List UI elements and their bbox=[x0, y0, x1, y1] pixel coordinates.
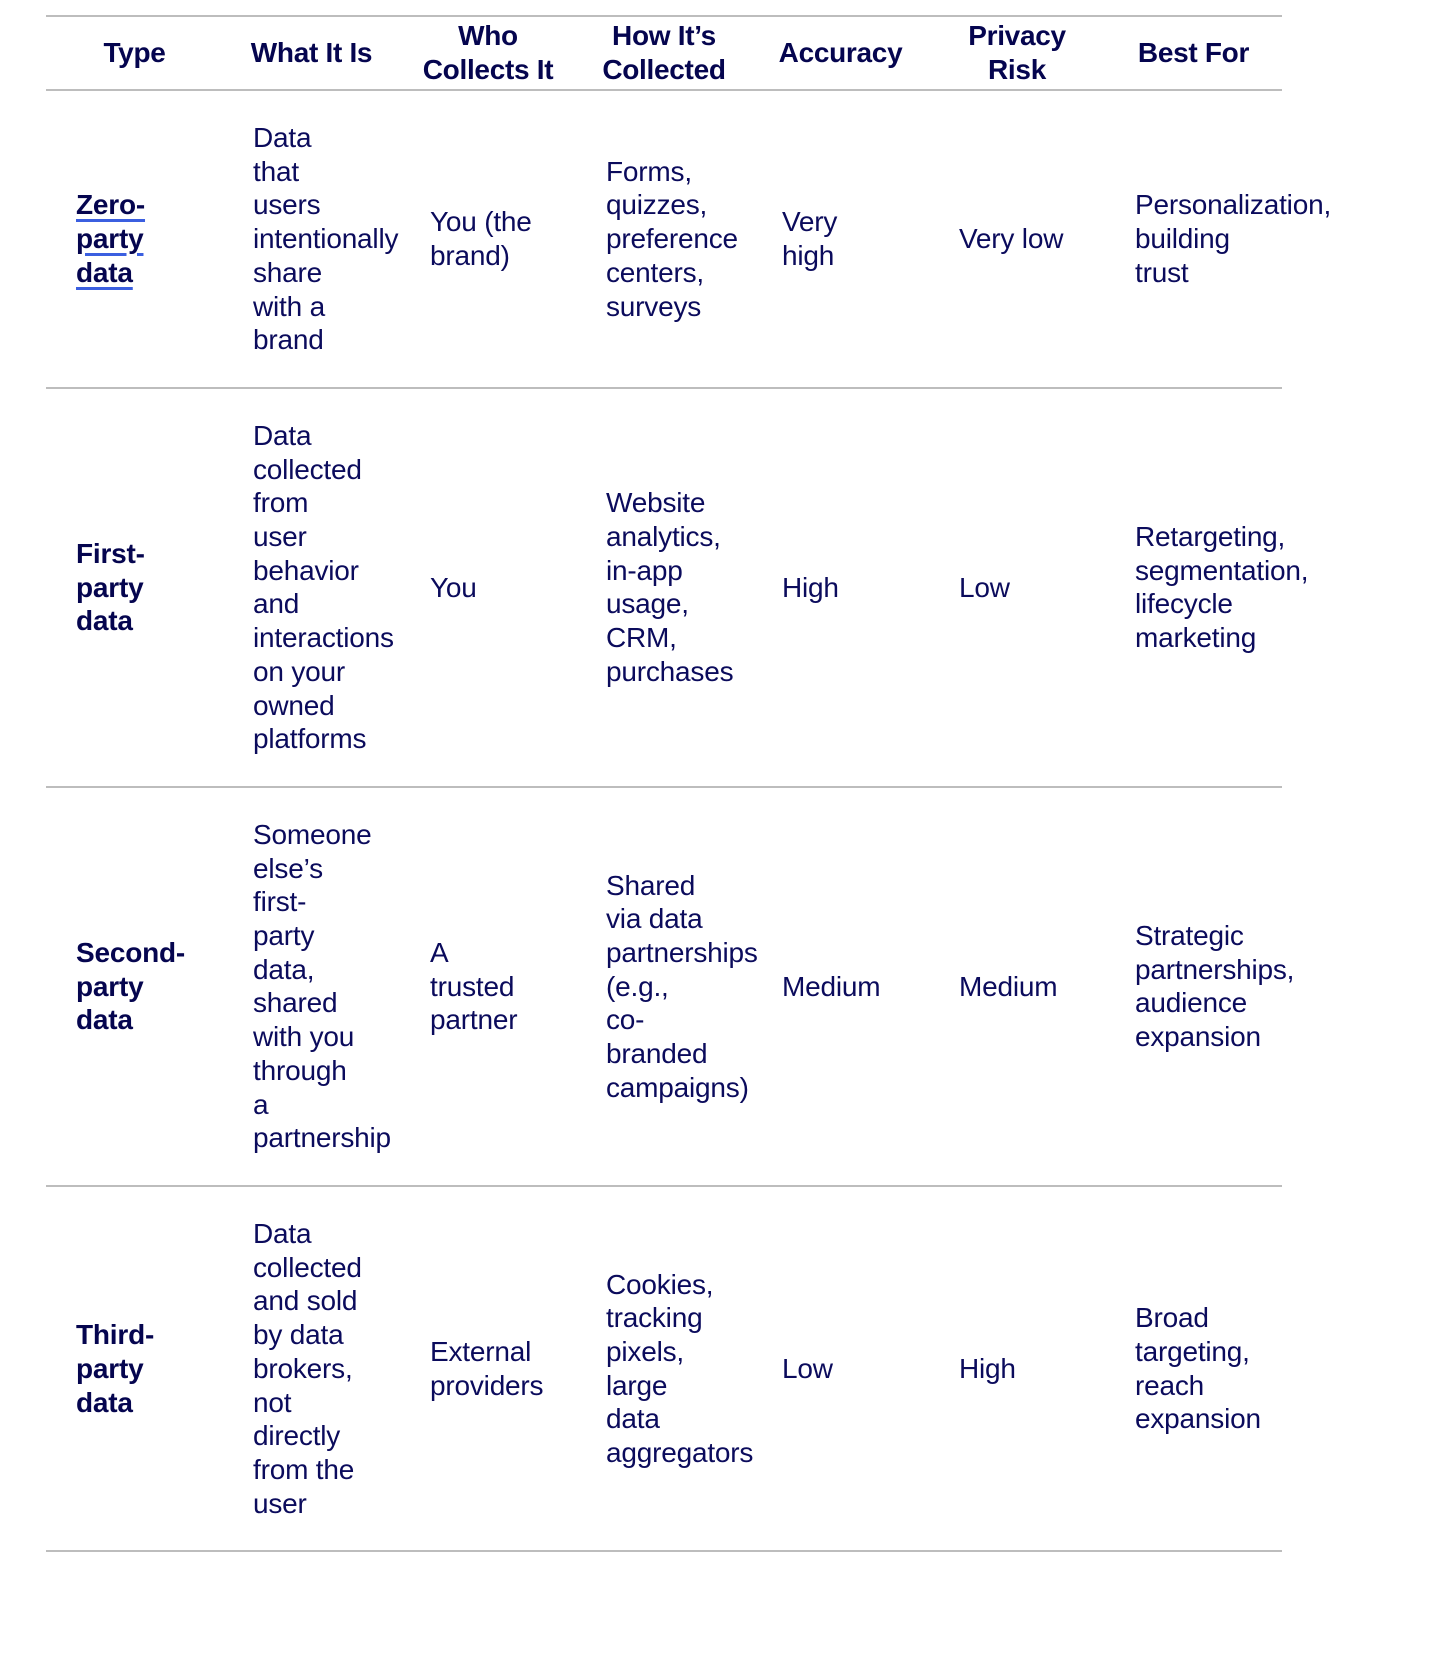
what-line: share bbox=[253, 256, 323, 288]
how-line: Forms, bbox=[606, 155, 692, 187]
accuracy-line: Medium bbox=[782, 970, 881, 1002]
header-how-collected bbox=[576, 16, 752, 90]
how-line: centers, bbox=[606, 256, 704, 288]
type-line: data bbox=[76, 605, 133, 637]
how-line: Shared bbox=[606, 869, 696, 901]
best-line: partnerships, bbox=[1135, 953, 1295, 985]
accuracy-line: High bbox=[782, 571, 839, 603]
accuracy-line: high bbox=[782, 239, 835, 271]
what-line: partnership bbox=[253, 1122, 391, 1154]
table-row-first-party bbox=[46, 388, 1282, 787]
type-line: data bbox=[76, 1004, 133, 1036]
privacy-cell bbox=[929, 388, 1105, 787]
who-cell bbox=[400, 1186, 576, 1551]
what-line: and bbox=[253, 588, 300, 620]
best-line: expansion bbox=[1135, 1021, 1261, 1053]
best-for-cell bbox=[1105, 787, 1295, 1186]
who-line: trusted bbox=[430, 970, 515, 1002]
data-types-table-container bbox=[46, 15, 1332, 1552]
header-accuracy-label: Accuracy bbox=[778, 37, 903, 68]
what-cell bbox=[223, 1186, 400, 1551]
what-line: collected bbox=[253, 453, 362, 485]
how-cell bbox=[576, 787, 758, 1186]
what-line: users bbox=[253, 189, 321, 221]
how-line: usage, bbox=[606, 588, 689, 620]
privacy-line: High bbox=[959, 1352, 1016, 1384]
table-row-third-party bbox=[46, 1186, 1282, 1551]
header-who-label-line1: Who bbox=[458, 20, 518, 51]
best-line: building bbox=[1135, 223, 1230, 255]
best-line: segmentation, bbox=[1135, 554, 1309, 586]
what-line: with you bbox=[253, 1021, 355, 1053]
what-line: not bbox=[253, 1386, 292, 1418]
header-how-label-line2: Collected bbox=[602, 54, 726, 85]
how-line: co- bbox=[606, 1004, 645, 1036]
how-line: CRM, bbox=[606, 622, 677, 654]
how-line: tracking bbox=[606, 1302, 703, 1334]
privacy-line: Medium bbox=[959, 970, 1058, 1002]
what-line: Someone bbox=[253, 818, 372, 850]
what-line: Data bbox=[253, 1217, 312, 1249]
accuracy-cell bbox=[752, 787, 929, 1186]
how-line: via data bbox=[606, 903, 703, 935]
table-row-second-party bbox=[46, 787, 1282, 1186]
who-line: brand) bbox=[430, 239, 510, 271]
type-line: party bbox=[76, 970, 144, 1002]
accuracy-cell bbox=[752, 90, 929, 388]
header-what-it-is bbox=[223, 16, 400, 90]
type-line: data bbox=[76, 1386, 133, 1418]
type-line: Second- bbox=[76, 936, 186, 968]
who-cell bbox=[400, 388, 576, 787]
what-cell bbox=[223, 90, 400, 388]
table-row-zero-party bbox=[46, 90, 1282, 388]
header-who-label-line2: Collects It bbox=[422, 54, 554, 85]
header-who-collects-it bbox=[400, 16, 576, 90]
what-line: through bbox=[253, 1054, 347, 1086]
who-line: A bbox=[430, 936, 449, 968]
what-line: and sold bbox=[253, 1285, 358, 1317]
accuracy-cell bbox=[752, 388, 929, 787]
what-line: brand bbox=[253, 324, 324, 356]
type-cell bbox=[46, 787, 223, 1186]
table-body bbox=[46, 90, 1332, 1551]
best-line: Broad bbox=[1135, 1302, 1209, 1334]
header-what-label: What It Is bbox=[250, 37, 373, 68]
best-line: Personalization, bbox=[1135, 189, 1332, 221]
type-line: party bbox=[76, 223, 144, 255]
how-line: large bbox=[606, 1369, 668, 1401]
what-line: shared bbox=[253, 987, 338, 1019]
what-line: party bbox=[253, 920, 315, 952]
what-cell bbox=[223, 787, 400, 1186]
how-line: analytics, bbox=[606, 521, 721, 553]
what-line: Data bbox=[253, 122, 312, 153]
how-line: Website bbox=[606, 487, 706, 519]
what-line: intentionally bbox=[253, 223, 399, 255]
how-line: quizzes, bbox=[606, 189, 708, 221]
best-for-cell bbox=[1105, 90, 1332, 388]
how-line: purchases bbox=[606, 655, 734, 687]
what-line: directly bbox=[253, 1420, 341, 1452]
who-line: You bbox=[430, 571, 477, 603]
best-line: marketing bbox=[1135, 622, 1257, 654]
how-line: (e.g., bbox=[606, 970, 669, 1002]
what-line: platforms bbox=[253, 723, 367, 755]
how-line: surveys bbox=[606, 290, 702, 322]
header-type bbox=[46, 16, 223, 90]
privacy-line: Very low bbox=[959, 223, 1064, 255]
what-line: user bbox=[253, 1487, 307, 1519]
how-line: in-app bbox=[606, 554, 683, 586]
header-best-for bbox=[1105, 16, 1282, 90]
what-line: first- bbox=[253, 886, 307, 918]
best-line: targeting, bbox=[1135, 1335, 1250, 1367]
what-line: user bbox=[253, 521, 307, 553]
what-line: by data bbox=[253, 1319, 344, 1351]
how-cell bbox=[576, 90, 752, 388]
best-line: trust bbox=[1135, 256, 1189, 288]
what-cell bbox=[223, 388, 400, 787]
privacy-cell bbox=[929, 90, 1105, 388]
best-line: Retargeting, bbox=[1135, 521, 1286, 553]
accuracy-cell bbox=[752, 1186, 929, 1551]
privacy-cell bbox=[929, 787, 1105, 1186]
type-line: First- bbox=[76, 537, 145, 569]
header-privacy-risk bbox=[929, 16, 1105, 90]
how-line: pixels, bbox=[606, 1335, 684, 1367]
what-line: behavior bbox=[253, 554, 359, 586]
how-cell bbox=[576, 1186, 752, 1551]
how-line: partnerships bbox=[606, 936, 758, 968]
how-line: data bbox=[606, 1403, 660, 1435]
type-cell bbox=[46, 388, 223, 787]
what-line: from bbox=[253, 487, 309, 519]
accuracy-line: Low bbox=[782, 1352, 833, 1384]
how-line: campaigns) bbox=[606, 1071, 749, 1103]
what-line: that bbox=[253, 155, 299, 187]
who-line: External bbox=[430, 1335, 532, 1367]
type-cell bbox=[46, 90, 223, 388]
best-line: expansion bbox=[1135, 1403, 1261, 1435]
how-line: Cookies, bbox=[606, 1268, 714, 1300]
privacy-line: Low bbox=[959, 571, 1010, 603]
header-row bbox=[46, 16, 1282, 90]
what-line: with a bbox=[253, 290, 325, 322]
what-line: data, bbox=[253, 953, 315, 985]
what-line: brokers, bbox=[253, 1352, 353, 1384]
who-line: providers bbox=[430, 1369, 544, 1401]
who-cell bbox=[400, 90, 576, 388]
header-best-label: Best For bbox=[1137, 37, 1250, 68]
what-line: a bbox=[253, 1088, 269, 1120]
how-line: branded bbox=[606, 1038, 708, 1070]
what-line: else’s bbox=[253, 852, 323, 884]
best-line: lifecycle bbox=[1135, 588, 1233, 620]
what-line: on your bbox=[253, 655, 345, 687]
type-line: Third- bbox=[76, 1319, 155, 1351]
type-line: Zero- bbox=[76, 189, 146, 221]
what-line: interactions bbox=[253, 622, 394, 654]
zero-party-data-link[interactable] bbox=[76, 188, 217, 289]
best-for-cell bbox=[1105, 388, 1309, 787]
best-line: reach bbox=[1135, 1369, 1205, 1401]
how-line: aggregators bbox=[606, 1437, 754, 1469]
type-line: party bbox=[76, 571, 144, 603]
type-cell bbox=[46, 1186, 223, 1551]
how-cell bbox=[576, 388, 752, 787]
header-privacy-label-line1: Privacy bbox=[968, 20, 1066, 51]
best-line: audience bbox=[1135, 987, 1248, 1019]
data-types-comparison-table bbox=[46, 15, 1332, 1552]
who-line: You (the bbox=[430, 206, 532, 238]
how-line: preference bbox=[606, 223, 738, 255]
what-line: from the bbox=[253, 1453, 355, 1485]
accuracy-line: Very bbox=[782, 206, 838, 238]
what-line: Data bbox=[253, 419, 312, 451]
type-line: party bbox=[76, 1352, 144, 1384]
header-how-label-line1: How It’s bbox=[612, 20, 716, 51]
header-privacy-label-line2: Risk bbox=[988, 54, 1046, 85]
who-cell bbox=[400, 787, 576, 1186]
best-for-cell bbox=[1105, 1186, 1282, 1551]
best-line: Strategic bbox=[1135, 920, 1244, 952]
header-type-label: Type bbox=[103, 37, 166, 68]
header-accuracy bbox=[752, 16, 929, 90]
what-line: collected bbox=[253, 1251, 362, 1283]
what-line: owned bbox=[253, 689, 335, 721]
type-line: data bbox=[76, 256, 133, 288]
who-line: partner bbox=[430, 1004, 518, 1036]
privacy-cell bbox=[929, 1186, 1105, 1551]
